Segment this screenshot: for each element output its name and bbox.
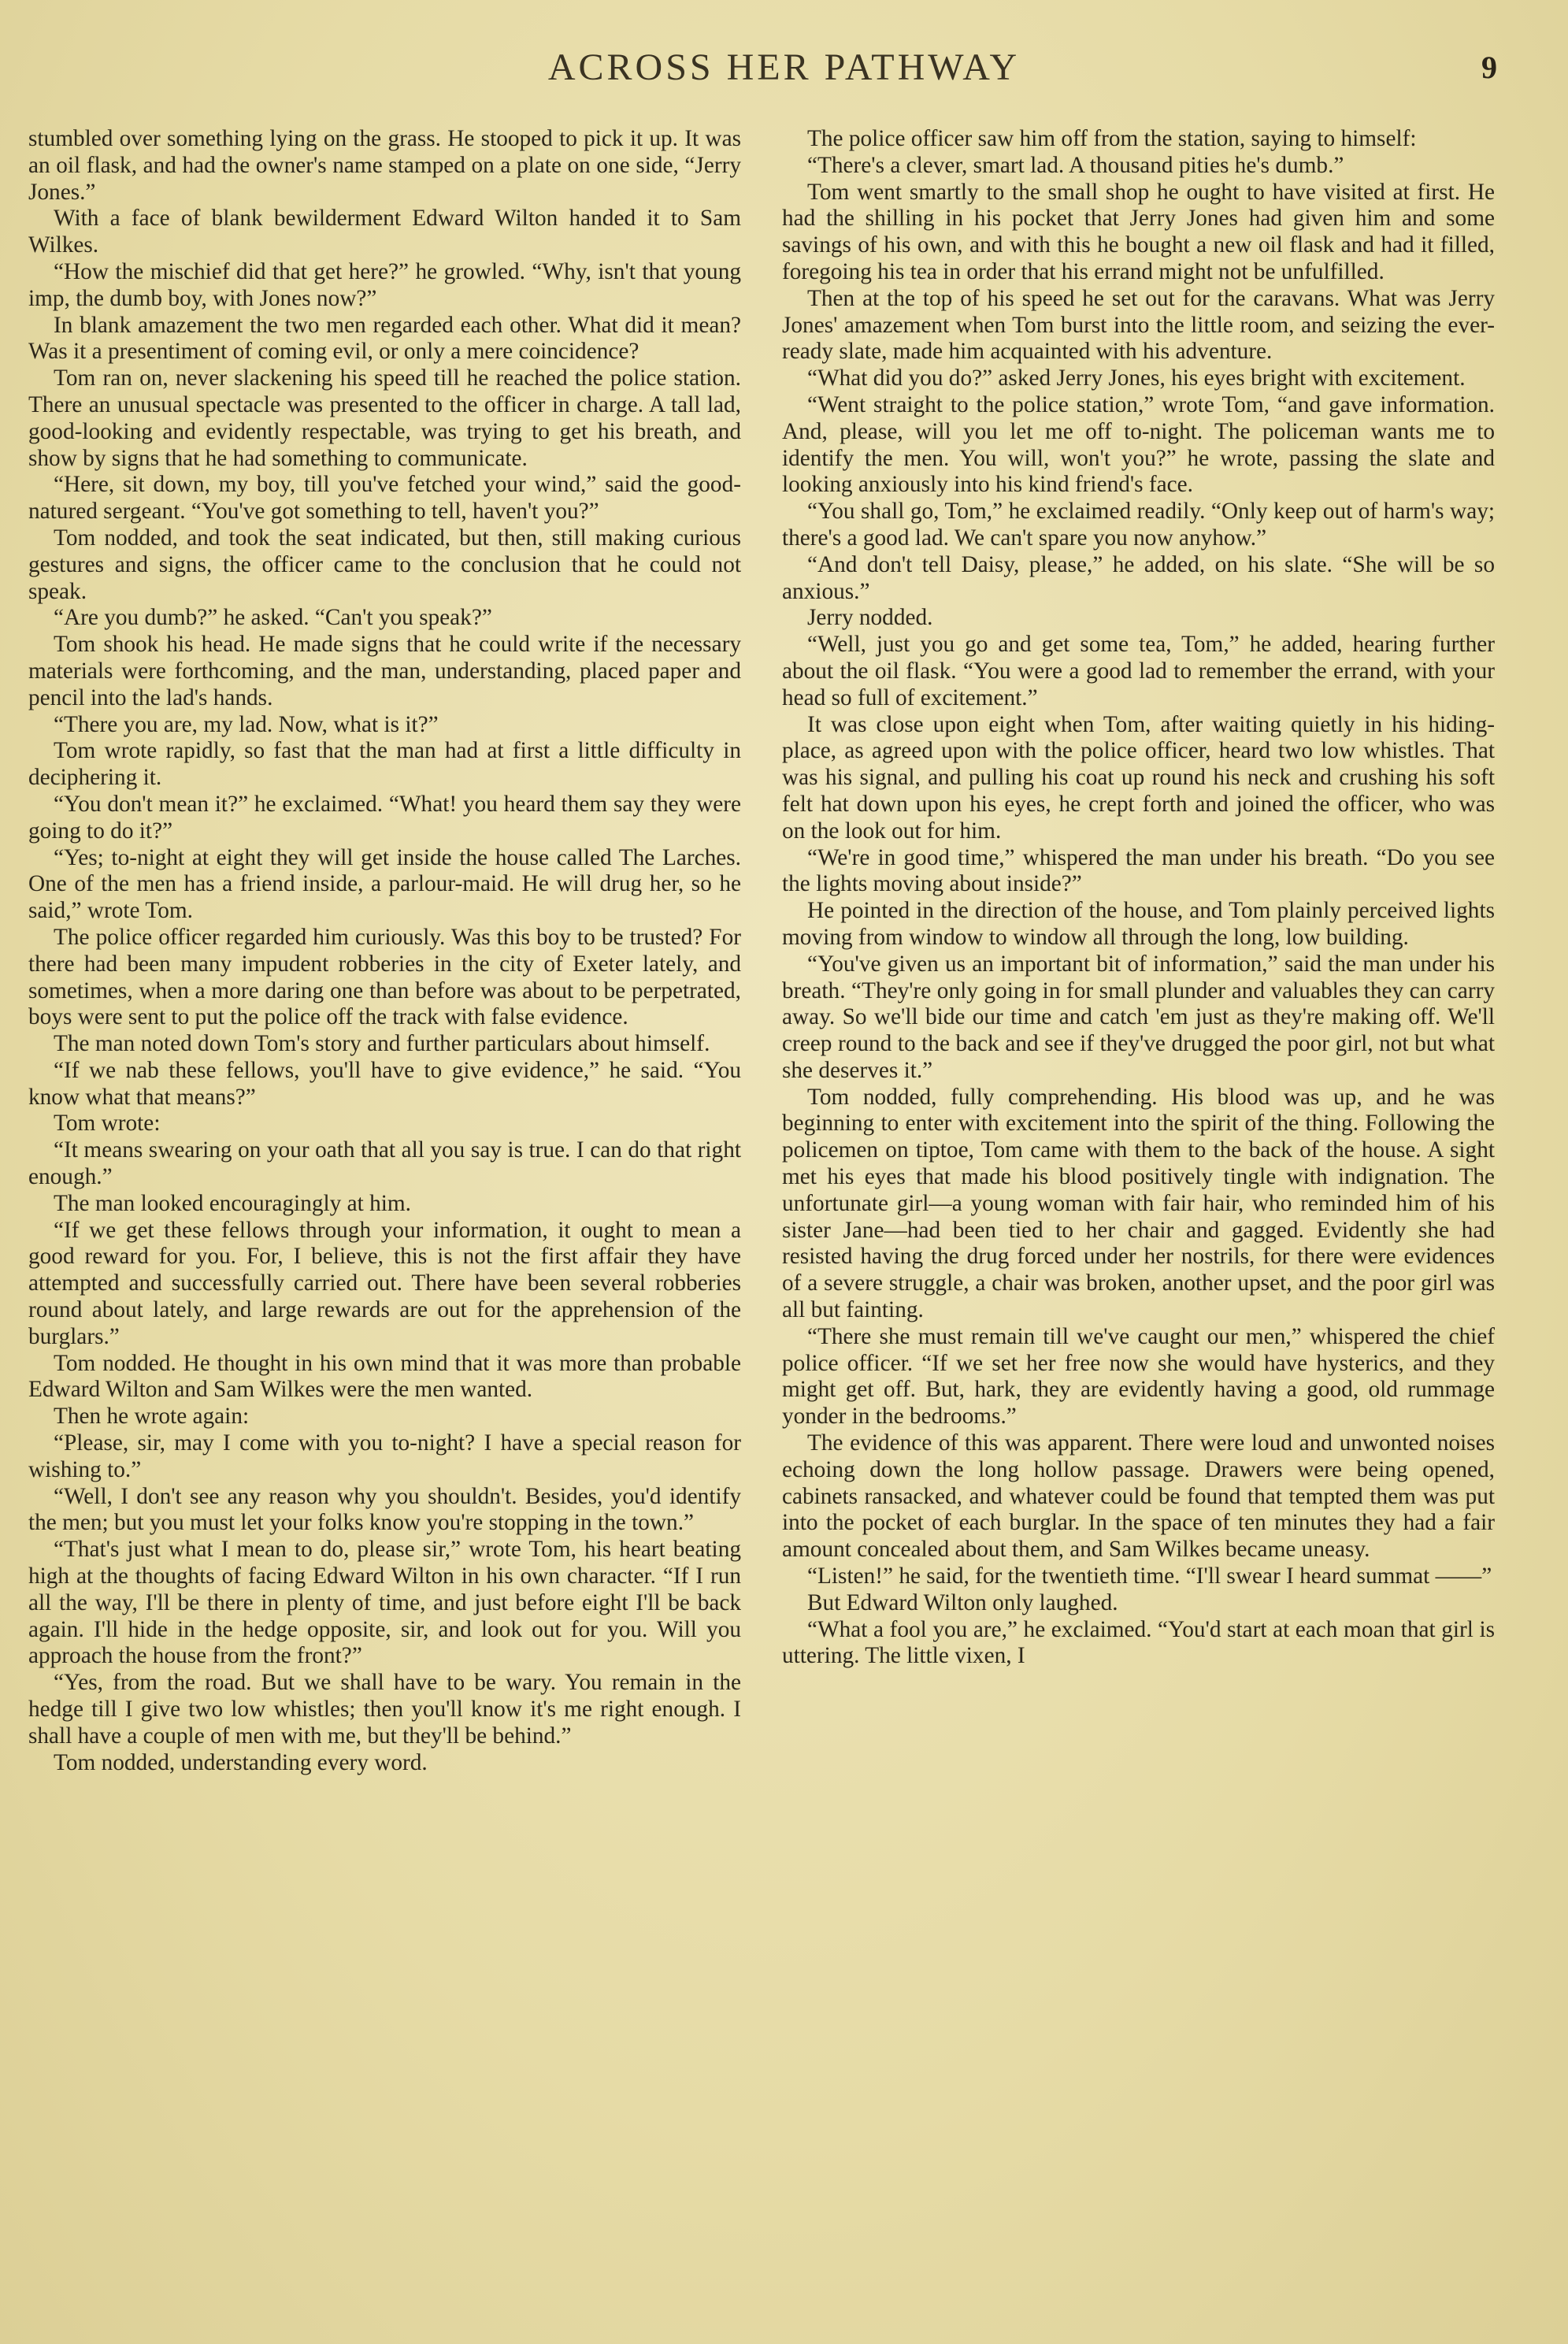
paragraph: “You've given us an important bit of information,” said the man under his breath. “They're only going in for small plunder and valuables they can carry away. So we'll bide our time and catch 'em just as they're making off. We'll creep round to the back and see if they've drugged the poor girl, not but what she deserves it.” (782, 951, 1495, 1083)
paragraph: “There you are, my lad. Now, what is it?” (54, 711, 439, 737)
paragraph: “It means swearing on your oath that all you say is true. I can do that right enough.” (28, 1137, 741, 1190)
paragraph: “We're in good time,” whispered the man under his breath. “Do you see the lights moving about inside?” (782, 844, 1495, 897)
paragraph: “Well, just you go and get some tea, Tom,” he added, hearing further about the oil flask. “You were a good lad to remember the errand, with your head so full of excitement.” (782, 632, 1495, 710)
page-number: 9 (1481, 50, 1497, 85)
paragraph: The man noted down Tom's story and further particulars about himself. (54, 1031, 710, 1057)
paragraph: Then he wrote again: (54, 1404, 250, 1430)
paragraph: Tom went smartly to the small shop he ought to have visited at first. He had the shilling in his pocket that Jerry Jones had given him and some savings of his own, and with this he bought a new oil flask and had it filled, foregoing his tea in order that his errand might not be unfulfilled. (782, 179, 1495, 284)
paragraph: The man looked encouragingly at him. (54, 1190, 411, 1216)
paragraph: The police officer saw him off from the station, saying to himself: (807, 126, 1417, 151)
paragraph: “There's a clever, smart lad. A thousand pities he's dumb.” (807, 152, 1344, 178)
paragraph: “Here, sit down, my boy, till you've fetched your wind,” said the good-natured sergeant. “You've got something to tell, haven't you?” (28, 472, 741, 525)
paragraph: “Listen!” he said, for the twentieth time. “I'll swear I heard summat ——” (807, 1563, 1492, 1589)
right-column (782, 126, 1495, 1670)
paragraph: But Edward Wilton only laughed. (807, 1589, 1118, 1615)
paragraph: “Yes, from the road. But we shall have to be wary. You remain in the hedge till I give two low whistles; then you'll know it's me right enough. I shall have a couple of men with me, but they'll be behind.” (28, 1670, 741, 1749)
paragraph: “If we get these fellows through your information, it ought to mean a good reward for you. For, I believe, this is not the first affair they have attempted and successfully carried out. There have been several robberies round about lately, and large rewards are out for the apprehension of the burglars.” (28, 1217, 741, 1349)
paragraph: “What a fool you are,” he exclaimed. “You'd start at each moan that girl is uttering. The little vixen, I (782, 1616, 1495, 1669)
paragraph: Tom shook his head. He made signs that he could write if the necessary materials were forthcoming, and the man, understanding, placed paper and pencil into the lad's hands. (28, 632, 741, 710)
paragraph: Tom nodded, understanding every word. (54, 1749, 428, 1775)
paragraph: “You shall go, Tom,” he exclaimed readily. “Only keep out of harm's way; there's a good lad. We can't spare you now anyhow.” (782, 499, 1495, 551)
paragraph: “How the mischief did that get here?” he growled. “Why, isn't that young imp, the dumb boy, with Jones now?” (28, 258, 741, 311)
paragraph: “If we nab these fellows, you'll have to give evidence,” he said. “You know what that means?” (28, 1057, 741, 1110)
paragraph: “Went straight to the police station,” wrote Tom, “and gave information. And, please, will you let me off to-night. The policeman wants me to identify the men. You will, won't you?” he wrote, passing the slate and looking anxiously into his kind friend's face. (782, 391, 1495, 498)
paragraph: Tom nodded. He thought in his own mind that it was more than probable Edward Wilton and Sam Wilkes were the men wanted. (28, 1350, 741, 1403)
paragraph: “There she must remain till we've caught our men,” whispered the chief police officer. “If we set her free now she would have hysterics, and they might get off. But, hark, they are evidently having a good, old rummage yonder in the bedrooms.” (782, 1323, 1495, 1430)
paragraph: “You don't mean it?” he exclaimed. “What! you heard them say they were going to do it?” (28, 791, 741, 844)
paragraph: “Please, sir, may I come with you to-night? I have a special reason for wishing to.” (28, 1430, 741, 1482)
paragraph: Tom ran on, never slackening his speed till he reached the police station. There an unusual spectacle was presented to the officer in charge. A tall lad, good-looking and evidently respectable, was trying to get his breath, and show by signs that he had something to communicate. (28, 365, 741, 471)
paragraph: “What did you do?” asked Jerry Jones, his eyes bright with excitement. (807, 365, 1466, 391)
paragraph: Then at the top of his speed he set out for the caravans. What was Jerry Jones' amazement when Tom burst into the little room, and seizing the ever-ready slate, made him acquainted with his adventure. (782, 285, 1495, 365)
paragraph: “Yes; to-night at eight they will get inside the house called The Larches. One of the men has a friend inside, a parlour-maid. He will drug her, so he said,” wrote Tom. (28, 844, 741, 924)
paragraph: “Well, I don't see any reason why you shouldn't. Besides, you'd identify the men; but you must let your folks know you're stopping in the town.” (28, 1483, 741, 1536)
paragraph: Tom wrote rapidly, so fast that the man had at first a little difficulty in deciphering it. (28, 738, 741, 791)
paragraph: Tom wrote: (54, 1111, 161, 1137)
paragraph: “And don't tell Daisy, please,” he added, on his slate. “She will be so anxious.” (782, 551, 1495, 604)
paragraph: The police officer regarded him curiously. Was this boy to be trusted? For there had been many impudent robberies in the city of Exeter lately, and sometimes, when a more daring one than before was about to be perpetrated, boys were sent to put the police off the track with false evidence. (28, 924, 741, 1030)
paragraph: With a face of blank bewilderment Edward Wilton handed it to Sam Wilkes. (28, 206, 741, 258)
paragraph: “That's just what I mean to do, please sir,” wrote Tom, his heart beating high at the thoughts of facing Edward Wilton in his own character. “If I run all the way, I'll be there in plenty of time, and just before eight I'll be back again. I'll hide in the hedge opposite, sir, and look out for you. Will you approach the house from the front?” (28, 1537, 741, 1669)
paragraph: The evidence of this was apparent. There were loud and unwonted noises echoing down the long hollow passage. Drawers were being opened, cabinets ransacked, and whatever could be found that tempted them was put into the pocket of each burglar. In the space of ten minutes they had a fair amount concealed about them, and Sam Wilkes became uneasy. (782, 1430, 1495, 1563)
paragraph: He pointed in the direction of the house, and Tom plainly perceived lights moving from window to window all through the long, low building. (782, 898, 1495, 950)
paragraph: Jerry nodded. (807, 605, 933, 631)
paragraph: “Are you dumb?” he asked. “Can't you speak?” (54, 605, 492, 631)
running-title: ACROSS HER PATHWAY (547, 46, 1021, 88)
paragraph: Tom nodded, and took the seat indicated, but then, still making curious gestures and signs, the officer came to the conclusion that he could not speak. (28, 525, 741, 604)
paragraph: stumbled over something lying on the grass. He stooped to pick it up. It was an oil flask, and had the owner's name stamped on a plate on one side, “Jerry Jones.” (28, 126, 741, 205)
paragraph: Tom nodded, fully comprehending. His blood was up, and he was beginning to enter with excitement into the spirit of the thing. Following the policemen on tiptoe, Tom came with them to the back of the house. A sight met his eyes that made his blood positively tingle with indignation. The unfortunate girl—a young woman with fair hair, who reminded him of his sister Jane—had been tied to her chair and gagged. Evidently she had resisted having the drug forced under her nostrils, for there were evidences of a severe struggle, a chair was broken, another upset, and the poor girl was all but fainting. (782, 1084, 1495, 1323)
paragraph: In blank amazement the two men regarded each other. What did it mean? Was it a presentiment of coming evil, or only a mere coincidence? (28, 312, 741, 365)
paragraph: It was close upon eight when Tom, after waiting quietly in his hiding-place, as agreed upon with the police officer, heard two low whistles. That was his signal, and pulling his coat up round his neck and crushing his soft felt hat down upon his eyes, he crept forth and joined the officer, who was on the look out for him. (782, 711, 1495, 844)
left-column (28, 126, 741, 1776)
